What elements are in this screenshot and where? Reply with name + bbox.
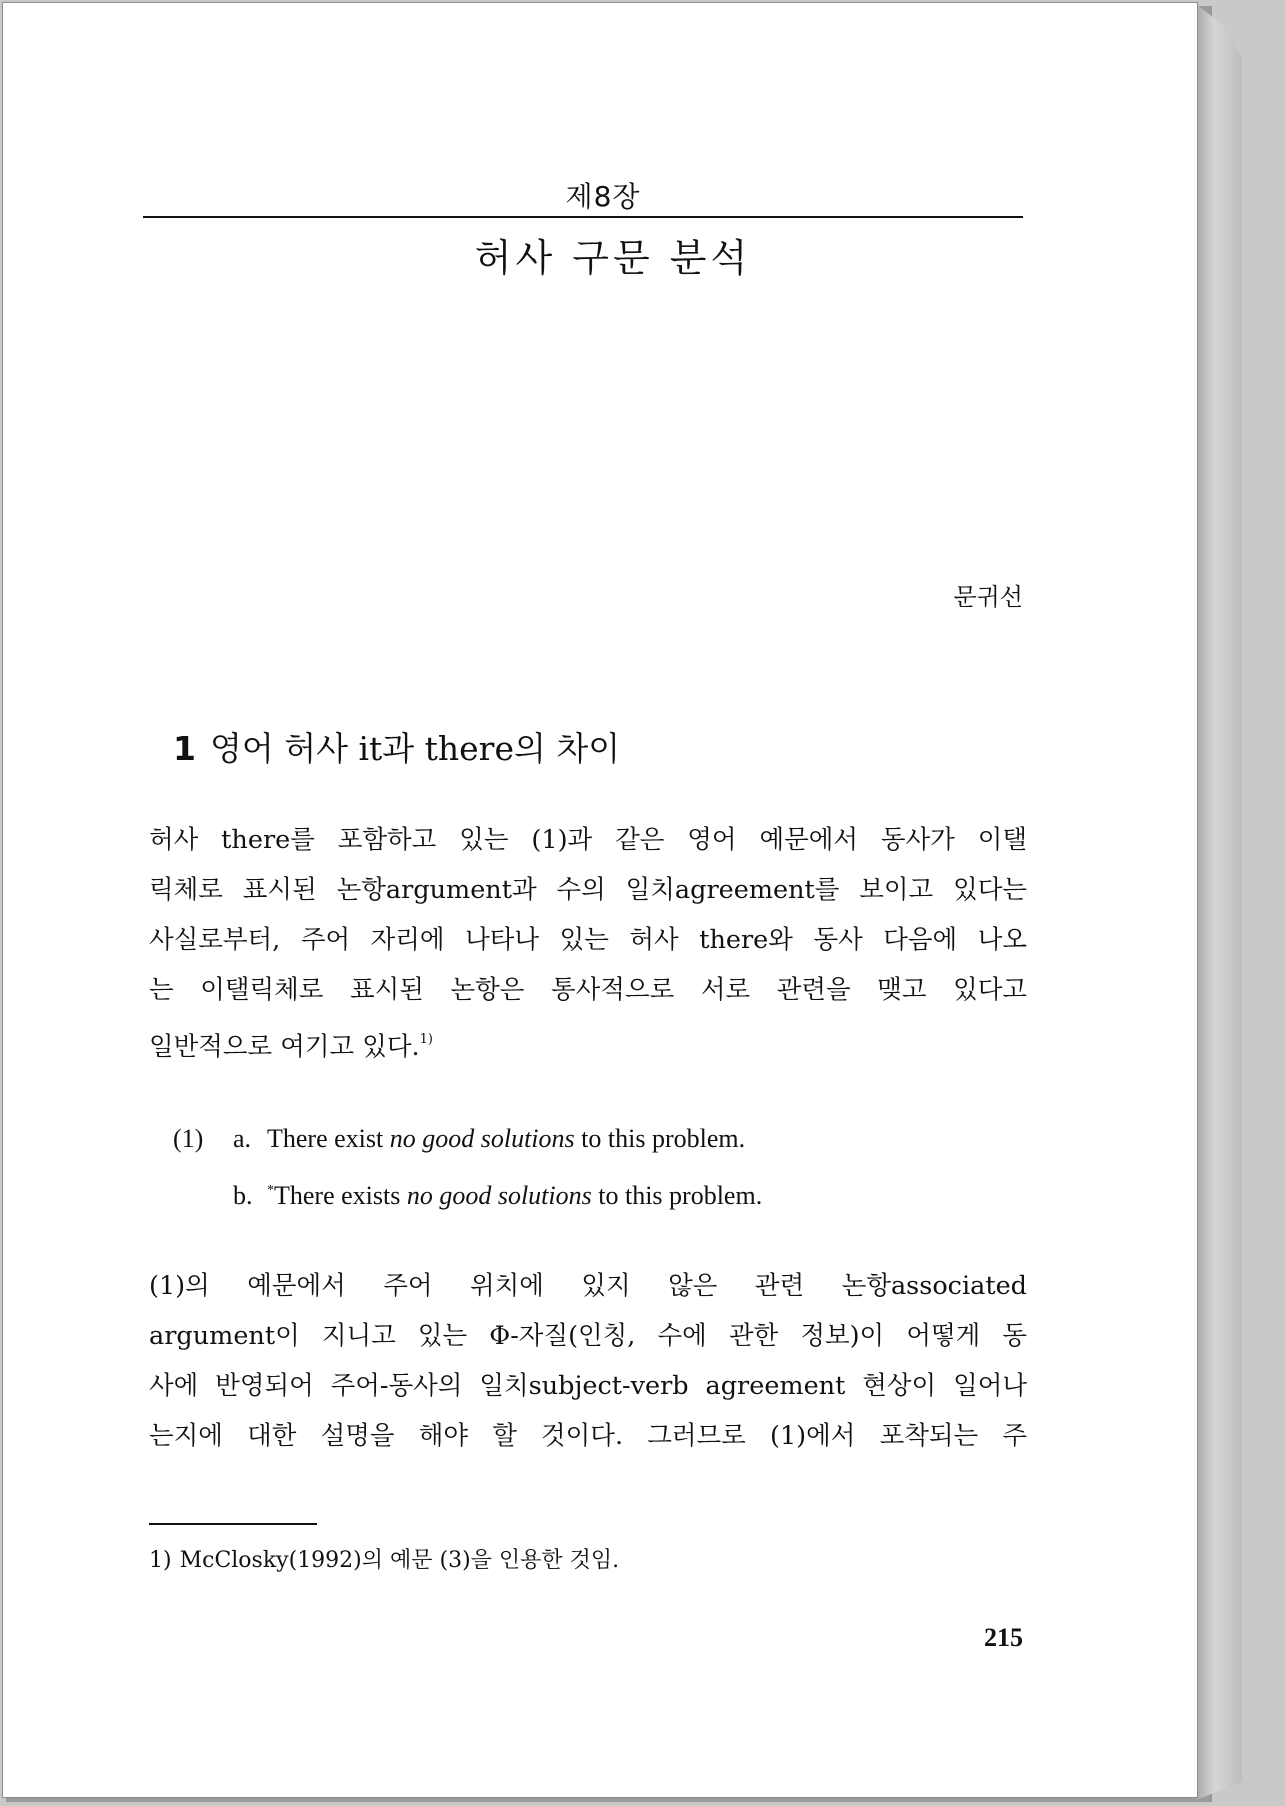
page-number: 215 — [984, 1623, 1023, 1652]
footnote-text: McClosky(1992)의 예문 (3)을 인용한 것임. — [179, 1548, 620, 1573]
section-number: 1 — [173, 729, 196, 768]
example-b-label: b. — [233, 1181, 253, 1210]
chapter-rule — [143, 216, 1023, 218]
book-page — [2, 2, 1198, 1798]
example-row-b — [173, 1169, 873, 1221]
author-name: 문귀선 — [953, 583, 1023, 611]
ungrammatical-star: * — [267, 1183, 274, 1198]
section-title: 영어 허사 it과 there의 차이 — [209, 729, 621, 768]
paragraph-line: 사실로부터, 주어 자리에 나타나 있는 허사 there와 동사 다음에 나오 — [149, 925, 1027, 955]
example-b-pre: There exists — [274, 1181, 401, 1210]
paragraph-1 — [149, 815, 1027, 1072]
paragraph-line: 허사 there를 포함하고 있는 (1)과 같은 영어 예문에서 동사가 이탤 — [149, 825, 1027, 855]
example-a-post: to this problem. — [581, 1124, 746, 1153]
paragraph-line: 릭체로 표시된 논항argument과 수의 일치agreement를 보이고 있다는 — [149, 875, 1027, 905]
chapter-label: 제8장 — [565, 180, 641, 213]
paragraph-line: (1)의 예문에서 주어 위치에 있지 않은 관련 논항associated — [149, 1271, 1027, 1301]
example-a-pre: There exist — [267, 1124, 384, 1153]
footnote-rule — [149, 1523, 317, 1525]
paragraph-2 — [149, 1261, 1027, 1461]
example-b-post: to this problem. — [598, 1181, 763, 1210]
example-a-italic: no good solutions — [389, 1124, 575, 1153]
chapter-title: 허사 구문 분석 — [474, 236, 752, 280]
example-row-a — [173, 1117, 873, 1169]
example-block — [173, 1117, 873, 1221]
paragraph-line: 사에 반영되어 주어-동사의 일치subject-verb agreement 현상이 일어나 — [149, 1371, 1027, 1401]
footnote — [149, 1543, 949, 1574]
paragraph-line: 는 이탤릭체로 표시된 논항은 통사적으로 서로 관련을 맺고 있다고 — [149, 975, 1027, 1005]
paragraph-line: argument이 지니고 있는 Φ-자질(인칭, 수에 관한 정보)이 어떻게 동 — [149, 1321, 1027, 1351]
page-edge — [1196, 4, 1242, 1800]
section-heading — [173, 723, 873, 770]
paragraph-line: 는지에 대한 설명을 해야 할 것이다. 그러므로 (1)에서 포착되는 주 — [149, 1421, 1027, 1451]
footnote-number: 1) — [149, 1548, 172, 1573]
example-b-italic: no good solutions — [406, 1181, 592, 1210]
example-a-label: a. — [233, 1124, 252, 1153]
example-number: (1) — [173, 1124, 204, 1153]
paragraph-line: 일반적으로 여기고 있다. — [149, 1032, 420, 1062]
footnote-reference[interactable]: 1) — [419, 1032, 433, 1047]
paragraph-line-last — [149, 1015, 1027, 1072]
